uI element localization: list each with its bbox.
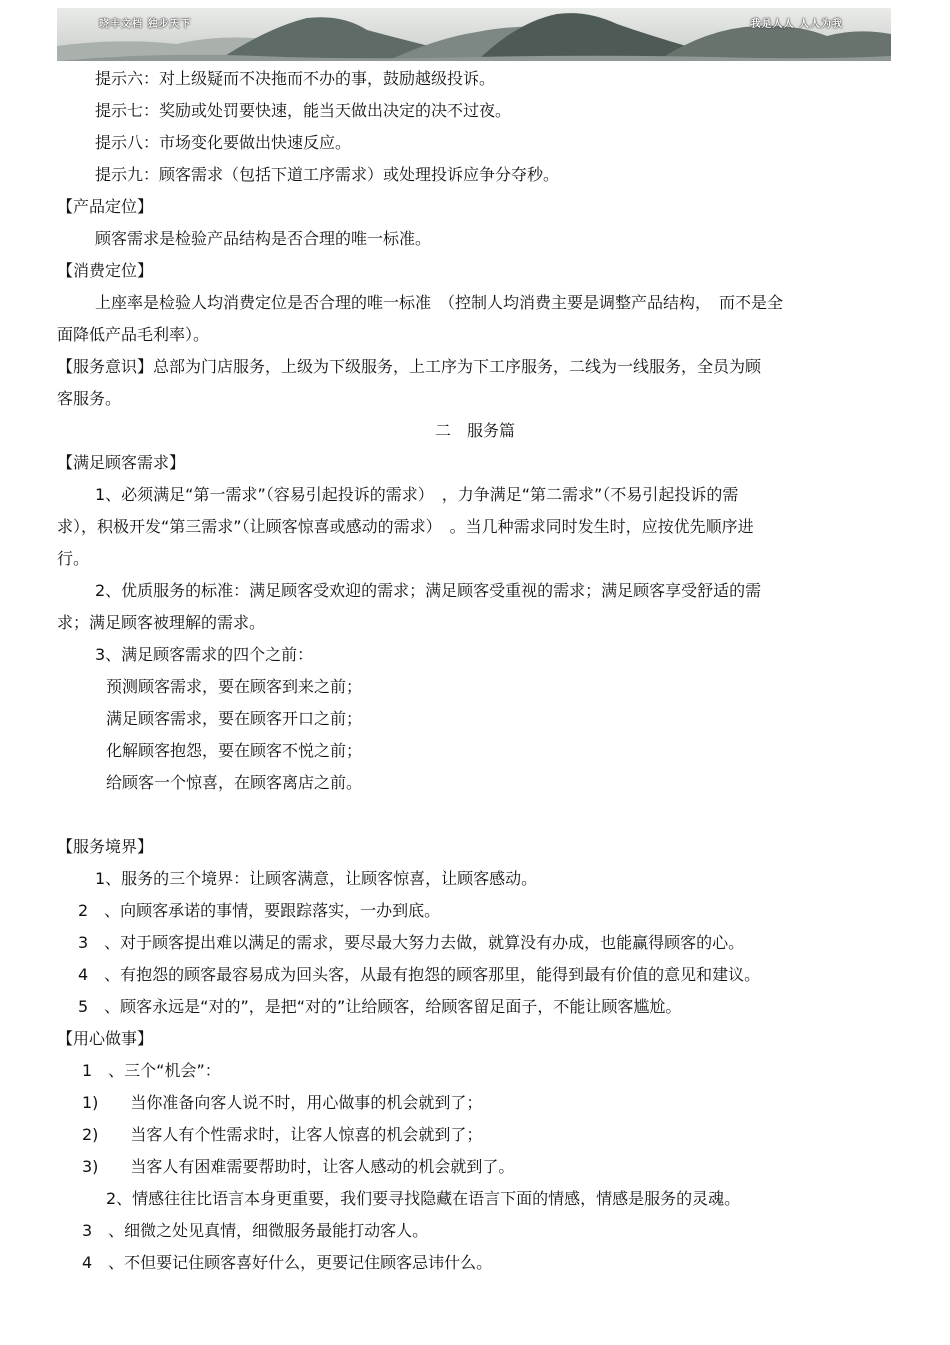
header-banner bbox=[57, 8, 891, 61]
realm-item-2: 2 、向顾客承诺的事情，要跟踪落实，一办到底。 bbox=[78, 901, 441, 920]
needs-item-1-line-2: 求），积极开发“第三需求”（让顾客惊喜或感动的需求） 。当几种需求同时发生时，应按优先顺序进 bbox=[57, 517, 754, 536]
realm-item-5: 5 、顾客永远是“对的”，是把“对的”让给顾客，给顾客留足面子，不能让顾客尴尬。 bbox=[78, 997, 682, 1016]
service-awareness-line-2: 客服务。 bbox=[57, 389, 122, 408]
attentive-item-1-sub-1: 1) 当你准备向客人说不时，用心做事的机会就到了； bbox=[82, 1093, 483, 1112]
realm-item-4: 4 、有抱怨的顾客最容易成为回头客，从最有抱怨的顾客那里，能得到最有价值的意见和建议。 bbox=[78, 965, 761, 984]
needs-item-3: 3、满足顾客需求的四个之前： bbox=[95, 645, 314, 664]
consumption-positioning-text-line-2: 面降低产品毛利率）。 bbox=[57, 325, 210, 344]
attentive-item-1-sub-3: 3) 当客人有困难需要帮助时，让客人感动的机会就到了。 bbox=[82, 1157, 515, 1176]
attentive-work-heading: 【用心做事】 bbox=[57, 1029, 154, 1048]
tip-8: 提示八：市场变化要做出快速反应。 bbox=[95, 133, 352, 152]
product-positioning-text: 顾客需求是检验产品结构是否合理的唯一标准。 bbox=[95, 229, 432, 248]
section-title: 二 服务篇 bbox=[434, 421, 515, 440]
realm-item-3: 3 、对于顾客提出难以满足的需求，要尽最大努力去做，就算没有办成，也能赢得顾客的心。 bbox=[78, 933, 745, 952]
needs-item-3-sub-3: 化解顾客抱怨，要在顾客不悦之前； bbox=[106, 741, 363, 760]
consumption-positioning-heading: 【消费定位】 bbox=[57, 261, 154, 280]
tip-7: 提示七：奖励或处罚要快速，能当天做出决定的决不过夜。 bbox=[95, 101, 512, 120]
customer-needs-heading: 【满足顾客需求】 bbox=[57, 453, 186, 472]
needs-item-1-line-3: 行。 bbox=[57, 549, 90, 568]
product-positioning-heading: 【产品定位】 bbox=[57, 197, 154, 216]
banner-right-text: 我是人人 人人为我 bbox=[750, 19, 843, 30]
tip-6: 提示六：对上级疑而不决拖而不办的事，鼓励越级投诉。 bbox=[95, 69, 496, 88]
needs-item-3-sub-1: 预测顾客需求，要在顾客到来之前； bbox=[106, 677, 363, 696]
attentive-item-1: 1 、三个“机会”： bbox=[82, 1061, 221, 1080]
tip-9: 提示九：顾客需求（包括下道工序需求）或处理投诉应争分夺秒。 bbox=[95, 165, 560, 184]
banner-left-text: 晓丰文档 独步天下 bbox=[99, 19, 192, 30]
service-awareness-line-1: 【服务意识】总部为门店服务，上级为下级服务，上工序为下工序服务，二线为一线服务，全员为顾 bbox=[57, 357, 762, 376]
attentive-item-4: 4 、不但要记住顾客喜好什么，更要记住顾客忌讳什么。 bbox=[82, 1253, 493, 1272]
needs-item-3-sub-4: 给顾客一个惊喜，在顾客离店之前。 bbox=[106, 773, 363, 792]
service-realm-heading: 【服务境界】 bbox=[57, 837, 154, 856]
needs-item-1-line-1: 1、必须满足“第一需求”（容易引起投诉的需求） ，力争满足“第二需求”（不易引起投诉的需 bbox=[95, 485, 739, 504]
attentive-item-3: 3 、细微之处见真情，细微服务最能打动客人。 bbox=[82, 1221, 429, 1240]
needs-item-3-sub-2: 满足顾客需求，要在顾客开口之前； bbox=[106, 709, 363, 728]
needs-item-2-line-2: 求；满足顾客被理解的需求。 bbox=[57, 613, 266, 632]
realm-item-1: 1、服务的三个境界：让顾客满意，让顾客惊喜，让顾客感动。 bbox=[95, 869, 538, 888]
attentive-item-1-sub-2: 2) 当客人有个性需求时，让客人惊喜的机会就到了； bbox=[82, 1125, 483, 1144]
needs-item-2-line-1: 2、优质服务的标准：满足顾客受欢迎的需求；满足顾客受重视的需求；满足顾客享受舒适的需 bbox=[95, 581, 762, 600]
attentive-item-2: 2、情感往往比语言本身更重要，我们要寻找隐藏在语言下面的情感，情感是服务的灵魂。 bbox=[106, 1189, 741, 1208]
consumption-positioning-text-line-1: 上座率是检验人均消费定位是否合理的唯一标准 （控制人均消费主要是调整产品结构， 而不是全 bbox=[95, 293, 784, 312]
